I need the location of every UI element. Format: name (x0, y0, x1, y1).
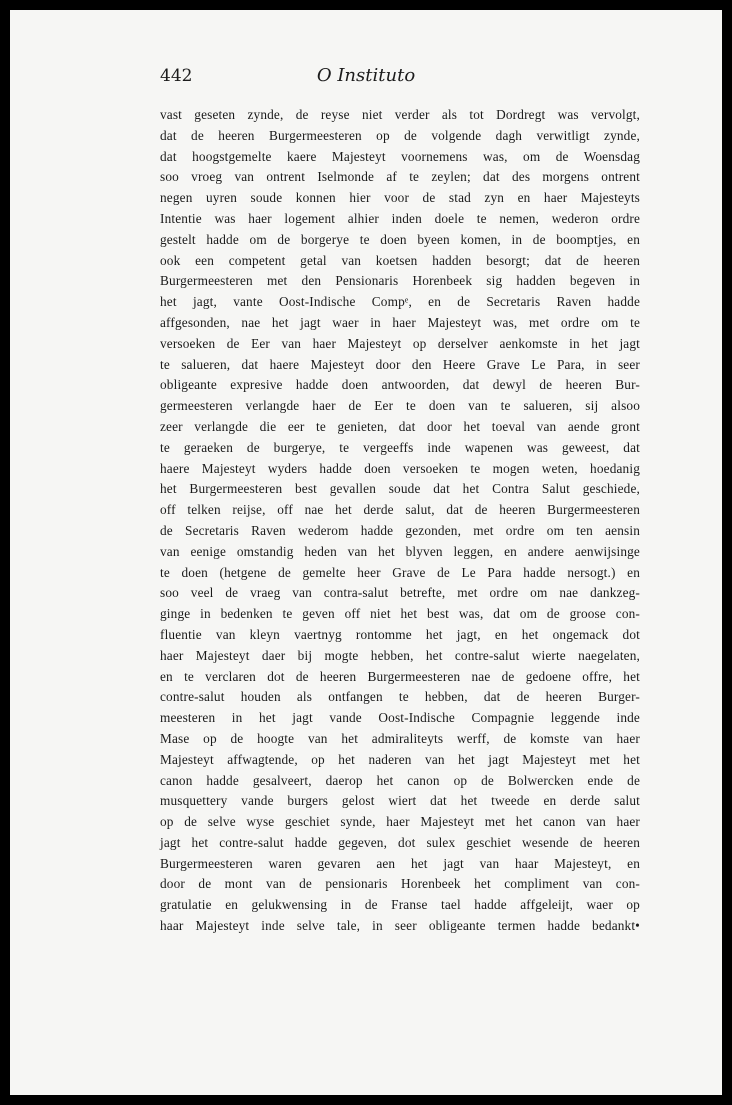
text-line: fluentie van kleyn vaertnyg rontomme het jagt, en het ongemack dot (160, 626, 640, 642)
text-line: canon hadde gesalveert, daerop het canon op de Bolwercken ende de (160, 772, 640, 788)
text-line: zeer verlangde die eer te genieten, dat door het toeval van aende gront (160, 418, 640, 434)
text-line: Majesteyt affwagtende, op het naderen van het jagt Majesteyt met het (160, 751, 640, 767)
text-line: te geraeken de burgerye, te vergeeffs inde wapenen was geweest, dat (160, 439, 640, 455)
scanned-page (10, 10, 722, 1095)
page-header (10, 10, 722, 100)
text-line: germeesteren verlangde haer de Eer te doen van te salueren, sij alsoo (160, 398, 640, 414)
text-line: de Secretaris Raven wederom hadde gezonden, met ordre om ten aensin (160, 522, 640, 538)
text-line: jagt het contre-salut hadde gegeven, dot sulex geschiet wesende de heeren (160, 834, 640, 850)
text-line: dat de heeren Burgermeesteren op de volgende dagh verwitligt zynde, (160, 127, 640, 143)
text-line: off telken reijse, off nae het derde salut, dat de heeren Burgermeesteren (160, 502, 640, 518)
text-line: het Burgermeesteren best gevallen soude dat het Contra Salut geschiede, (160, 481, 640, 497)
text-line: te doen (hetgene de gemelte heer Grave de Le Para hadde nersogt.) en (160, 564, 640, 580)
text-line: door de mont van de pensionaris Horenbeek het compliment van con- (160, 876, 640, 892)
text-line: en te verclaren dot de heeren Burgermeesteren nae de gedoene offre, het (160, 668, 640, 684)
text-line: haer Majesteyt daer bij mogte hebben, het contre-salut wierte naegelaten, (160, 647, 640, 663)
text-line: Burgermeesteren met den Pensionaris Horenbeek sig hadden begeven in (160, 273, 640, 289)
text-line: affgesonden, nae het jagt waer in haer Majesteyt was, met ordre om te (160, 314, 640, 330)
text-line: ook een competent getal van koetsen hadden besorgt; dat de heeren (160, 252, 640, 268)
text-line: soo veel de vraeg van contra-salut betrefte, met ordre om nae dankzeg- (160, 585, 640, 601)
text-line: het jagt, vante Oost-Indische Compᵉ, en de Secretaris Raven hadde (160, 294, 640, 310)
text-line: Intentie was haer logement alhier inden doele te nemen, wederon ordre (160, 210, 640, 226)
text-line: soo vroeg van ontrent Iselmonde af te zeylen; dat des morgens ontrent (160, 169, 640, 185)
text-line: Burgermeesteren waren gevaren aen het jagt van haar Majesteyt, en (160, 855, 640, 871)
text-line: obligeante expresive hadde doen antwoorden, dat dewyl de heeren Bur- (160, 377, 640, 393)
text-line: contre-salut houden als ontfangen te hebben, dat de heeren Burger- (160, 689, 640, 705)
text-line: versoeken de Eer van haer Majesteyt op derselver aenkomste in het jagt (160, 335, 640, 351)
text-line: negen uyren soude konnen hier voor de stad zyn en haer Majesteyts (160, 190, 640, 206)
text-line: dat hoogstgemelte kaere Majesteyt voornemens was, om de Woensdag (160, 148, 640, 164)
text-line: gestelt hadde om de borgerye te doen byeen komen, in de boomptjes, en (160, 231, 640, 247)
text-line: ginge in bedenken te geven off niet het best was, dat om de groose con- (160, 606, 640, 622)
text-line: meesteren in het jagt vande Oost-Indische Compagnie leggende inde (160, 710, 640, 726)
text-line: vast geseten zynde, de reyse niet verder als tot Dordregt was vervolgt, (160, 107, 640, 122)
text-line: haar Majesteyt inde selve tale, in seer obligeante termen hadde bedankt• (160, 918, 640, 934)
running-title: O Instituto (316, 65, 416, 86)
text-line: Mase op de hoogte van het admiraliteyts werff, de komste van haer (160, 730, 640, 746)
text-line: te salueren, dat haere Majesteyt door den Heere Grave Le Para, in seer (160, 356, 640, 372)
text-line: musquettery vande burgers gelost wiert dat het tweede en derde salut (160, 793, 640, 809)
page-number: 442 (160, 66, 193, 86)
body-text (160, 105, 640, 937)
text-line: op de selve wyse geschiet synde, haer Majesteyt met het canon van haer (160, 814, 640, 830)
text-line: gratulatie en gelukwensing in de Franse tael hadde affgeleijt, waer op (160, 897, 640, 913)
text-line: van eenige omstandig heden van het blyven leggen, en andere aenwijsinge (160, 543, 640, 559)
text-line: haere Majesteyt wyders hadde doen versoeken te mogen weten, hoedanig (160, 460, 640, 476)
